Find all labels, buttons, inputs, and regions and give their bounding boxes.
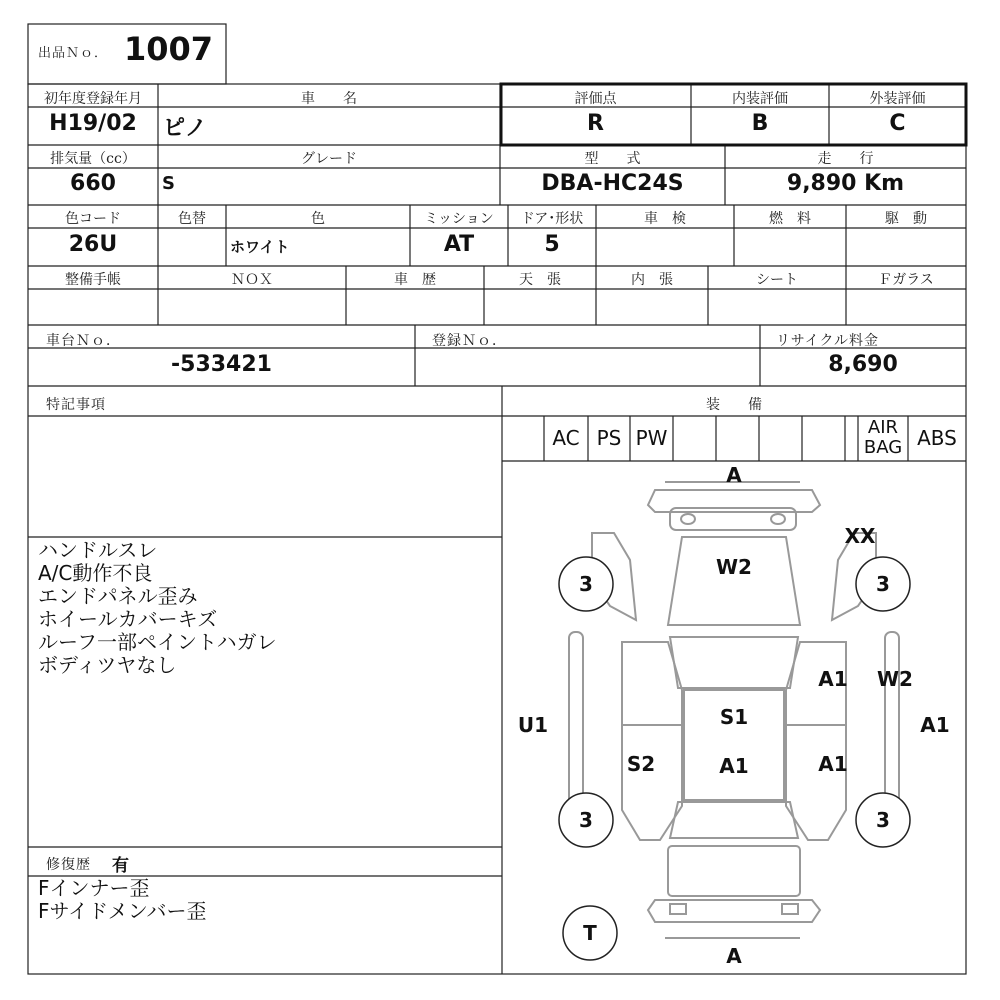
wheel-rear-left: 3 (579, 808, 593, 832)
mark-hood: W2 (716, 555, 752, 579)
exterior-value: C (889, 111, 906, 136)
recycle-label: リサイクル料金 (776, 333, 880, 349)
spare-tire: T (583, 921, 597, 945)
first-reg-label: 初年度登録年月 (44, 91, 142, 107)
chassis-label: 車台Ｎｏ． (46, 333, 121, 349)
mission-value: AT (443, 232, 475, 257)
wheel-front-left: 3 (579, 572, 593, 596)
first-reg-value: H19/02 (49, 111, 137, 136)
repair-line: Fサイドメンバー歪 (38, 899, 207, 923)
note-line: ルーフ一部ペイントハガレ (38, 630, 277, 654)
note-line: ハンドルスレ (38, 538, 158, 562)
history-label: 車 歴 (394, 272, 436, 288)
lot-number: 1007 (124, 30, 214, 68)
equipment-label: 装 備 (706, 397, 762, 413)
exterior-label: 外装評価 (869, 91, 926, 107)
mark-right-a1-lower: A1 (818, 752, 848, 776)
repair-label: 修復歴 (46, 857, 91, 873)
door-value: 5 (544, 232, 560, 257)
door-label: ドア･形状 (520, 211, 584, 227)
note-line: ホイールカバーキズ (38, 607, 218, 631)
name-label: 車 名 (301, 91, 357, 107)
equip-ac: AC (552, 426, 580, 450)
recycle-value: 8,690 (828, 352, 898, 377)
mark-right-w2: W2 (877, 667, 913, 691)
score-label: 評価点 (574, 91, 617, 107)
note-line: A/C動作不良 (38, 561, 153, 585)
lot-label: 出品Ｎｏ． (38, 46, 109, 61)
mark-right-far: A1 (920, 713, 950, 737)
wheel-rear-right: 3 (876, 808, 890, 832)
color-value: ホワイト (230, 238, 290, 256)
nox-label: ＮＯＸ (231, 272, 273, 288)
equip-airbag: AIR BAG (863, 417, 903, 458)
displacement-value: 660 (70, 171, 116, 196)
inner-lining-label: 内 張 (631, 272, 673, 288)
registration-label: 登録Ｎｏ． (432, 333, 507, 349)
grade-value: S (162, 173, 175, 194)
color-label: 色 (311, 211, 325, 227)
equip-abs: ABS (917, 426, 957, 450)
mark-left-side: U1 (517, 713, 549, 737)
notes-label: 特記事項 (46, 397, 106, 413)
repair-value: 有 (112, 856, 129, 876)
interior-value: B (751, 111, 769, 136)
mark-front: A (726, 463, 742, 487)
grade-label: グレード (301, 151, 357, 167)
mission-label: ミッション (424, 211, 494, 227)
repair-line: Fインナー歪 (38, 876, 150, 900)
equip-ps: PS (596, 426, 622, 450)
maintenance-label: 整備手帳 (65, 272, 121, 288)
seat-label: シート (756, 272, 798, 288)
wheel-front-right: 3 (876, 572, 890, 596)
equip-pw: PW (635, 426, 668, 450)
color-code-label: 色コード (65, 211, 121, 227)
repaint-label: 色替 (178, 211, 206, 227)
front-glass-label: Ｆガラス (878, 272, 934, 288)
drive-label: 駆 動 (885, 211, 927, 227)
roof-lining-label: 天 張 (519, 272, 561, 288)
score-value: R (587, 111, 604, 136)
interior-label: 内装評価 (732, 91, 788, 107)
inspection-label: 車 検 (644, 211, 686, 227)
name-value: ピノ (163, 116, 207, 141)
mileage-label: 走 行 (817, 151, 874, 167)
mark-right-a1-upper: A1 (818, 667, 848, 691)
mark-rear: A (726, 944, 742, 968)
mileage-value: 9,890 Km (786, 171, 905, 196)
displacement-label: 排気量（cc） (50, 151, 136, 167)
model-value: DBA-HC24S (541, 171, 684, 196)
mark-xx: XX (844, 524, 876, 548)
model-label: 型 式 (584, 151, 641, 167)
mark-roof-2: A1 (719, 754, 749, 778)
mark-roof-1: S1 (719, 705, 749, 729)
mark-left-door: S2 (626, 752, 656, 776)
fuel-label: 燃 料 (769, 211, 811, 227)
note-line: ボディツヤなし (38, 653, 177, 677)
color-code-value: 26U (68, 232, 118, 257)
note-line: エンドパネル歪み (38, 584, 198, 608)
chassis-value: -533421 (171, 352, 272, 377)
